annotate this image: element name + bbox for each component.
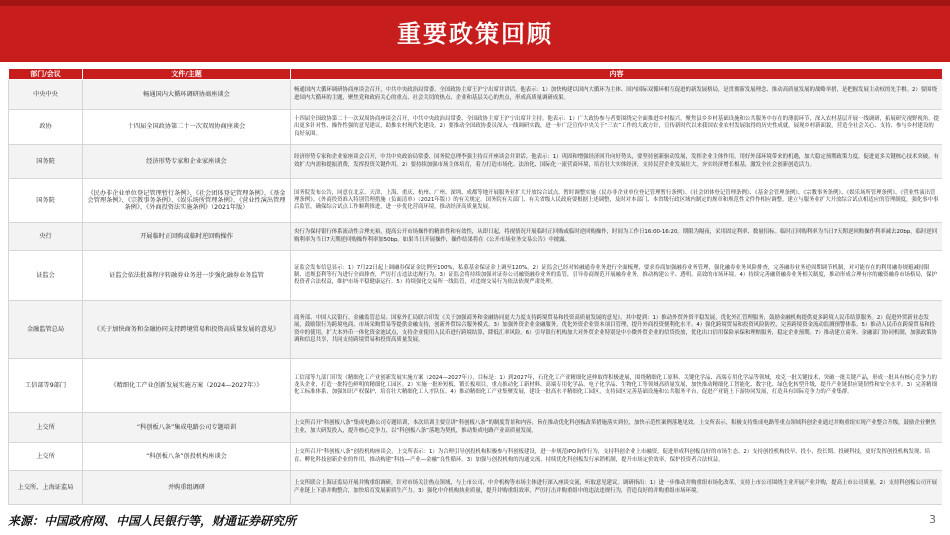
row-topic: 开展临时正回购或临时逆回购操作 — [83, 223, 291, 251]
table-row — [9, 145, 943, 179]
table-row — [9, 413, 943, 443]
row-content: 上交所联合上海证监局开展并购重组调研，针对市场关注热点领域，与上市公司、中介机构等市场主体进行深入座谈交流，听取意见建议。调研指出：1）进一步推动并购重组市场化改革，支持上市公司围绕主业开展产业并购，提高上市公司质量。2）支持科创板公司开展产业链上下游并购整合，加快培育发展新质生产力。3）强化中介机构执业质量，提升并购重组效率，严厉打击并购重组中的违法违规行为，营造良好的并购重组市场环境。 — [291, 471, 943, 505]
row-dept: 央行 — [9, 223, 83, 251]
table-row — [9, 471, 943, 505]
row-content: 国务院发布公告，同意在北京、天津、上海、重庆、杭州、广州、深圳、成都等地开展服务业扩大开放综合试点，暂时调整实施《民办非企业单位登记管理暂行条例》、《社会团体登记管理条例》、《基金会管理条例》、《宗教事务条例》、《娱乐场所管理条例》、《营业性演出管理条例》、《外商投资准入特别管理措施（负面清单）（2021年版）》的有关规定。国务院有关部门、有关省级人民政府要根据上述调整，及时对本部门、本省级行政区域内制定的规章和规范性文件作相应调整，建立与服务业扩大开放综合试点相适应的管理制度，强化事中事后监管，确保综合试点工作顺利推进，进一步优化营商环境，推动经济高质量发展。 — [291, 179, 943, 223]
row-content: 畅通国内大循环调研协商座谈会召开，中共中央政治局常委、全国政协主席王沪宁出席并讲话。他表示：1）加快构建以国内大循环为主体、国内国际双循环相互促进的新发展格局，是贯彻新发展理念、推动高质量发展的战略举措，是把握发展主动权的先手棋。2）要围绕进国内大循环的主题，聚焦党和政府关心的重点、社会关切的热点、企业和基层关心的焦点，形成高质量调研成果。 — [291, 80, 943, 110]
table-row — [9, 301, 943, 359]
table-row — [9, 443, 943, 471]
header-stripe — [0, 0, 950, 6]
row-content: 证监会发布信息显示：1）7月22日起上调融券保证金比例至100%，私募基金保证金上调至120%。2）证监会已经对转融通券业务进行全面梳理，要求券商加强融券业务管理，强化融券业务风险排查，完善融券业务逆周期调节机制，对可能存在的利用融券规避减持限制、违规套利等行为进行全面排查，严厉打击违法违规行为。3）证监会将持续加强对证券公司融资融券业务的监管，引导券商规范开展融券业务，推动构建公平、透明、高效的市场环境。4）持续完善融资融券业务相关制度，推动形成合理有序的融资融券市场格局，保护投资者合法权益，维护市场平稳健康运行。5）持续强化交易所一线监管，对违规交易行为依法依规严肃处理。 — [291, 251, 943, 301]
row-dept: 证监会 — [9, 251, 83, 301]
page-title: 重要政策回顾 — [397, 19, 553, 48]
table-row — [9, 223, 943, 251]
row-content: 十四届全国政协第二十一次双周协商座谈会召开，中共中央政治局常委、全国政协主席王沪宁出席并主持。他表示：1）广大政协参与者要围绕完全面推进乡村振兴，聚焦县乡乡村基础设施和公共服务中存在的薄弱环节，深入农村基层开展一线调研，拓展研究视野视角，提出更多针对性、操作性强的意见建议，助推农村现代化建设。2）要推动全国政协委员深入一线调研实践，进一步广泛宣传中央关于“三农”工作的大政方针，宣传新时代以来我国农业农村发展取得的历史性成就，展现乡村新面貌，营造全社会关心、支持、参与乡村建设的良好氛围。 — [291, 110, 943, 145]
row-dept: 国务院 — [9, 179, 83, 223]
header-content: 内容 — [291, 69, 943, 80]
row-content: 央行为保持银行体系流动性合理充裕，提高公开市场操作的精准性和有效性，从即日起，将视情况开展临时正回购或临时逆回购操作，时间为工作日16:00-16:20。期限为隔夜，采用固定利率、数量招标。临时正回购利率为当日7天期逆回购操作利率减去20bp，临时逆回购利率为当日7天期逆回购操作利率加50bp。如果当日开展操作，操作结果将在《公开市场业务交易公告》中披露。 — [291, 223, 943, 251]
row-topic: “科创板八条”集成电路公司专题培训 — [83, 413, 291, 443]
row-content: 工信部等九部门印发《精细化工产业创新发展实施方案（2024—2027年）》，目标是：1）到2027年，石化化工产业精细化延伸取得积极进展，围绕精细化工原料、关键化学品、高端专用化学品等领域，攻克一批关键技术，突破一批关键产品，形成一批具有核心竞争力的龙头企业，打造一批特色鲜明的精细化工园区。2）实施一批补短板、锻长板项目，重点推动化工新材料、高端专用化学品、电子化学品、生物化工等领域高质量发展，加快推动精细化工智能化、数字化、绿色化转型升级，提升产业链供应链韧性和安全水平。3）完善精细化工标准体系，加强知识产权保护，培育壮大精细化工人才队伍。4）推动精细化工产业集聚发展，建设一批高水平精细化工园区，支持园区完善基础设施和公共服务平台，促进产业链上下游协同发展，打造具有国际竞争力的产业集群。 — [291, 359, 943, 413]
header-dept: 部门/会议 — [9, 69, 83, 80]
table-row — [9, 179, 943, 223]
row-topic: 并购重组调研 — [83, 471, 291, 505]
row-content: 上交所召开“科创板八条”集成电路公司专题培训，本次培训主要宣讲“科创板八条”的制度背景和内容，旨在推动优化科创板改革措施落实到位，加快示范性案例落地见效。上交所表示，积极支持集成电路等重点领域科创企业通过并购重组实现产业整合升级，鼓励企业聚焦主业，加大研发投入，提升核心竞争力，以“科创板八条”落地为契机，推动集成电路产业高质量发展。 — [291, 413, 943, 443]
table-row — [9, 110, 943, 145]
row-topic: 证监会依法批准程序转融券业务进一步强化融券业务监管 — [83, 251, 291, 301]
row-dept: 中央中央 — [9, 80, 83, 110]
row-dept: 上交所 — [9, 413, 83, 443]
policy-table-container — [8, 68, 942, 506]
header-topic: 文件/主题 — [83, 69, 291, 80]
table-row — [9, 80, 943, 110]
table-row — [9, 251, 943, 301]
row-dept: 政协 — [9, 110, 83, 145]
policy-table — [8, 68, 942, 505]
row-topic: 《关于加快商务和金融协同支持跨境贸易和投资高质量发展的意见》 — [83, 301, 291, 359]
row-dept: 上交所、上海证监局 — [9, 471, 83, 505]
row-topic: 《民办非企业单位登记管理暂行条例》、《社会团体登记管理条例》、《基金会管理条例》、《宗教事务条例》、《娱乐场所管理条例》、《营业性演出管理条例》、《外商投资法实施条例》（2021年版） — [83, 179, 291, 223]
row-topic: “科创板八条”创投机构座谈会 — [83, 443, 291, 471]
row-topic: 畅通国内大循环调研协商座谈会 — [83, 80, 291, 110]
row-content: 商务部、中国人民银行、金融监管总局、国家外汇局联合印发《关于加强商务和金融协同更大力度支持跨境贸易和投资高质量发展的意见》，其中提到：1）推动外贸外资平稳发展，优化外汇管理服务，鼓励金融机构提供更多跨境人民币结算服务。2）促进外贸新业态发展，鼓励银行为跨境电商、市场采购贸易等提供金融支持，创新外贸综合服务模式。3）加强外资企业金融服务，优化外资企业资本项目管理，提升外商投资便利化水平。4）强化跨境贸易和投资风险防控，完善跨境资金流动监测预警体系。5）推动人民币在跨境贸易和投资中的使用，扩大本外币一体化资金池试点，支持企业使用人民币进行跨境结算，降低汇率风险。6）引导银行机构加大对外贸企业特别是中小微外贸企业的信贷投放，优化出口信用保险承保和理赔服务，稳定企业预期。7）推动建立商务、金融部门协同机制，加强政策协调和信息共享，共同支持跨境贸易和投资高质量发展。 — [291, 301, 943, 359]
table-header-row — [9, 69, 943, 80]
row-topic: 十四届全国政协第二十一次双周协商座谈会 — [83, 110, 291, 145]
row-content: 经济形势专家和企业家座谈会召开，中共中央政治局常委、国务院总理李强主持召开座谈会并讲话。他表示：1）巩固和增强经济回升向好势头，要坚持创新驱动发展，发挥企业主体作用，用好外部环境带来的机遇，加大稳定预期政策力度，促进更多关键核心技术突破，有效扩大内需和提振消费，发挥投资关键作用。2）要持续加强市场主体培育，着力打造市场化、法治化、国际化一流营商环境，培育壮大实体经济，支持民营企业发展壮大，夯实经济增长根基，激发全社会创新创造活力。 — [291, 145, 943, 179]
row-topic: 经济形势专家和企业家座谈会 — [83, 145, 291, 179]
table-row — [9, 359, 943, 413]
source-note: 来源：中国政府网、中国人民银行等，财通证券研究所 — [8, 514, 297, 528]
row-dept: 工信部等9部门 — [9, 359, 83, 413]
row-topic: 《精细化工产业创新发展实施方案（2024—2027年）》 — [83, 359, 291, 413]
row-dept: 国务院 — [9, 145, 83, 179]
row-content: 上交所召开“科创板八条”创投机构座谈会，上交所表示：1）为合理引导创投机构积极参与科创板建设，进一步规范IPO询价行为，支持科创企业上市融资，促进形成科创板良好的市场生态。2）支持创投机构投早、投小、投长期、投硬科技，更好发挥创投机构发现、培育、孵化科技创新企业的作用，推动构建“科技—产业—金融”良性循环。3）加强与创投机构的沟通交流，持续优化科创板发行承销机制，提升市场定价效率，保护投资者合法权益。 — [291, 443, 943, 471]
page-number: 3 — [929, 513, 936, 526]
row-dept: 上交所 — [9, 443, 83, 471]
row-dept: 金融监管总局 — [9, 301, 83, 359]
